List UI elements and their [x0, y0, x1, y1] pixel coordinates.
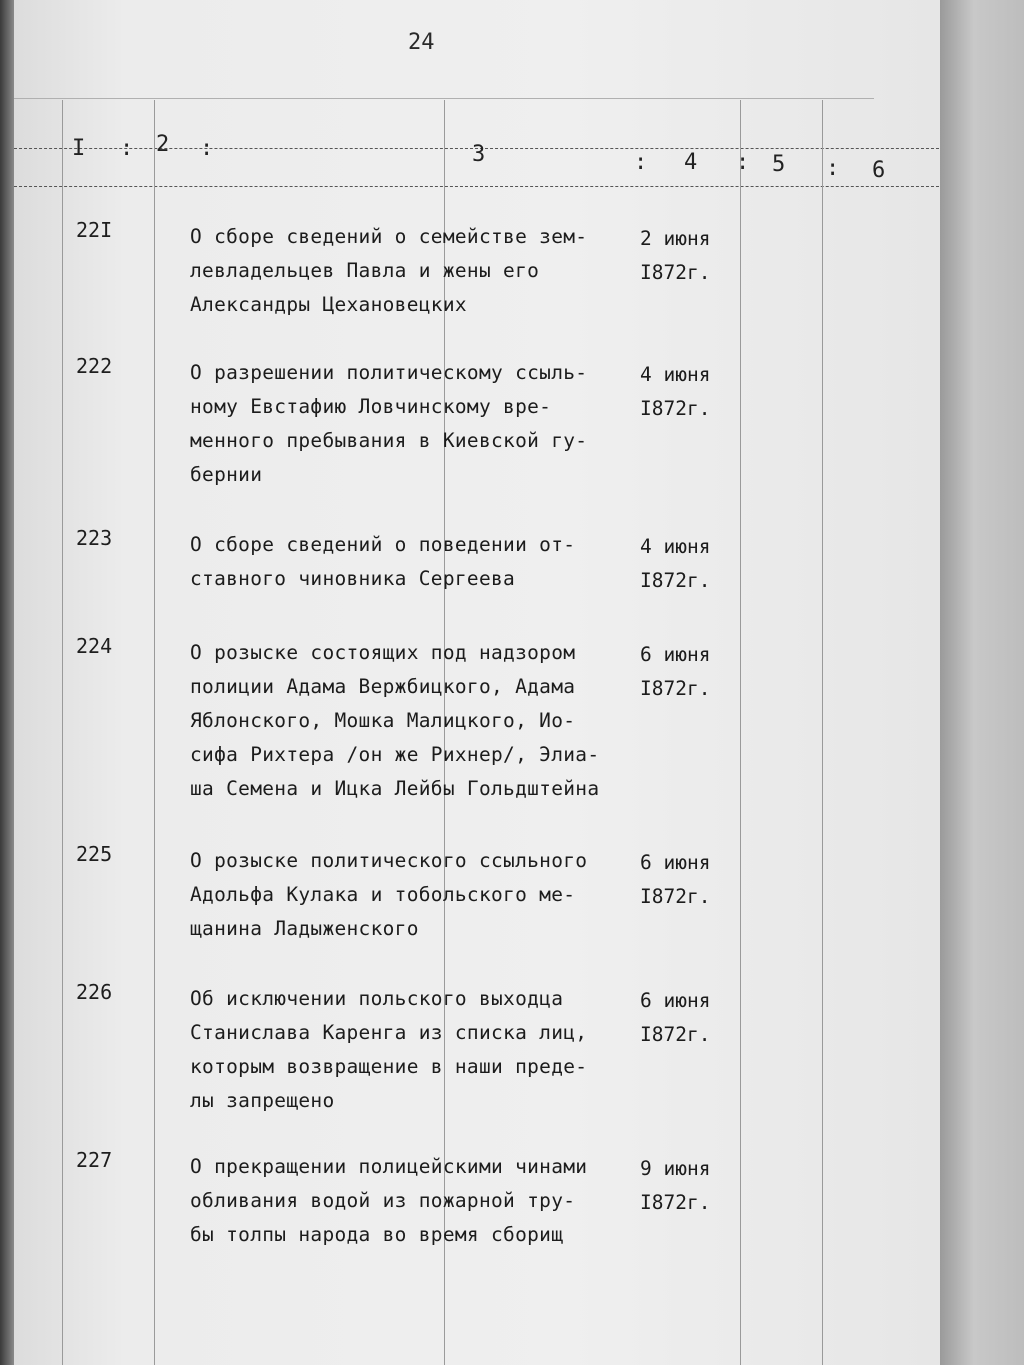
row-title-line: бы толпы народа во время сборищ [190, 1223, 564, 1246]
row-title-line: которым возвращение в наши преде- [190, 1055, 588, 1078]
row-date-line: I872г. [640, 397, 711, 420]
row-title-line: ному Евстафию Ловчинскому вре- [190, 395, 552, 418]
row-date-line: I872г. [640, 261, 711, 284]
row-title-line: ставного чиновника Сергеева [190, 567, 516, 590]
column-header-3: 3 [472, 142, 486, 167]
row-date-line: I872г. [640, 677, 711, 700]
row-title [190, 844, 635, 946]
row-date-line: I872г. [640, 1023, 711, 1046]
column-header-6: 6 [872, 158, 886, 183]
row-date-line: 4 июня [640, 363, 711, 386]
row-title [190, 982, 635, 1118]
row-date-line: 9 июня [640, 1157, 711, 1180]
row-date [640, 638, 730, 706]
row-date-line: I872г. [640, 885, 711, 908]
row-date [640, 222, 730, 290]
row-title-line: Станислава Каренга из списка лиц, [190, 1021, 588, 1044]
row-title-line: лы запрещено [190, 1089, 335, 1112]
row-title [190, 528, 635, 596]
row-title-line: Об исключении польского выходца [190, 987, 564, 1010]
row-date-line: 4 июня [640, 535, 711, 558]
row-title-line: Яблонского, Мошка Малицкого, Ио- [190, 709, 576, 732]
row-number: 224 [76, 634, 113, 658]
row-date [640, 1152, 730, 1220]
row-title-line: Адольфа Кулака и тобольского ме- [190, 883, 576, 906]
column-separator: : [826, 156, 840, 181]
row-date [640, 358, 730, 426]
row-date [640, 846, 730, 914]
page-number: 24 [408, 30, 435, 55]
column-header-4: 4 [684, 150, 698, 175]
column-header-2: 2 [156, 132, 170, 157]
row-number: 226 [76, 980, 113, 1004]
binding-shadow [0, 0, 14, 1365]
row-date-line: 6 июня [640, 643, 711, 666]
row-date-line: 2 июня [640, 227, 711, 250]
row-title-line: сифа Рихтера /он же Рихнер/, Элиа- [190, 743, 600, 766]
column-separator: : [634, 150, 648, 175]
row-title-line: обливания водой из пожарной тру- [190, 1189, 576, 1212]
row-title-line: Александры Цехановецких [190, 293, 467, 316]
row-number: 227 [76, 1148, 113, 1172]
row-title-line: О разрешении политическому ссыль- [190, 361, 588, 384]
column-header-I: I [72, 136, 86, 161]
row-title-line: щанина Ладыженского [190, 917, 419, 940]
row-title-line: левладельцев Павла и жены его [190, 259, 540, 282]
column-separator: : [120, 136, 134, 161]
row-title-line: О розыске состоящих под надзором [190, 641, 576, 664]
row-title-line: О сборе сведений о семействе зем- [190, 225, 588, 248]
row-number: 222 [76, 354, 113, 378]
row-date [640, 984, 730, 1052]
column-separator: : [200, 136, 214, 161]
row-title [190, 356, 635, 492]
row-title-line: О прекращении полицейскими чинами [190, 1155, 588, 1178]
row-date-line: 6 июня [640, 989, 711, 1012]
column-rule-4 [740, 100, 741, 1365]
row-date-line: 6 июня [640, 851, 711, 874]
row-title-line: ша Семена и Ицка Лейбы Гольдштейна [190, 777, 600, 800]
row-title [190, 1150, 635, 1252]
row-date [640, 530, 730, 598]
row-title-line: бернии [190, 463, 263, 486]
next-page-edge [940, 0, 1024, 1365]
column-separator: : [736, 150, 750, 175]
row-number: 225 [76, 842, 113, 866]
row-date-line: I872г. [640, 1191, 711, 1214]
column-rule-1 [62, 100, 63, 1365]
row-title-line: полиции Адама Вержбицкого, Адама [190, 675, 576, 698]
row-title [190, 220, 635, 322]
header-bleed-line [14, 98, 874, 99]
row-title-line: О сборе сведений о поведении от- [190, 533, 576, 556]
row-number: 223 [76, 526, 113, 550]
row-number: 22I [76, 218, 113, 242]
row-title [190, 636, 635, 806]
row-title-line: О розыске политического ссыльного [190, 849, 588, 872]
row-date-line: I872г. [640, 569, 711, 592]
row-title-line: менного пребывания в Киевской гу- [190, 429, 588, 452]
column-rule-2 [154, 100, 155, 1365]
column-rule-5 [822, 100, 823, 1365]
column-header-5: 5 [772, 152, 786, 177]
